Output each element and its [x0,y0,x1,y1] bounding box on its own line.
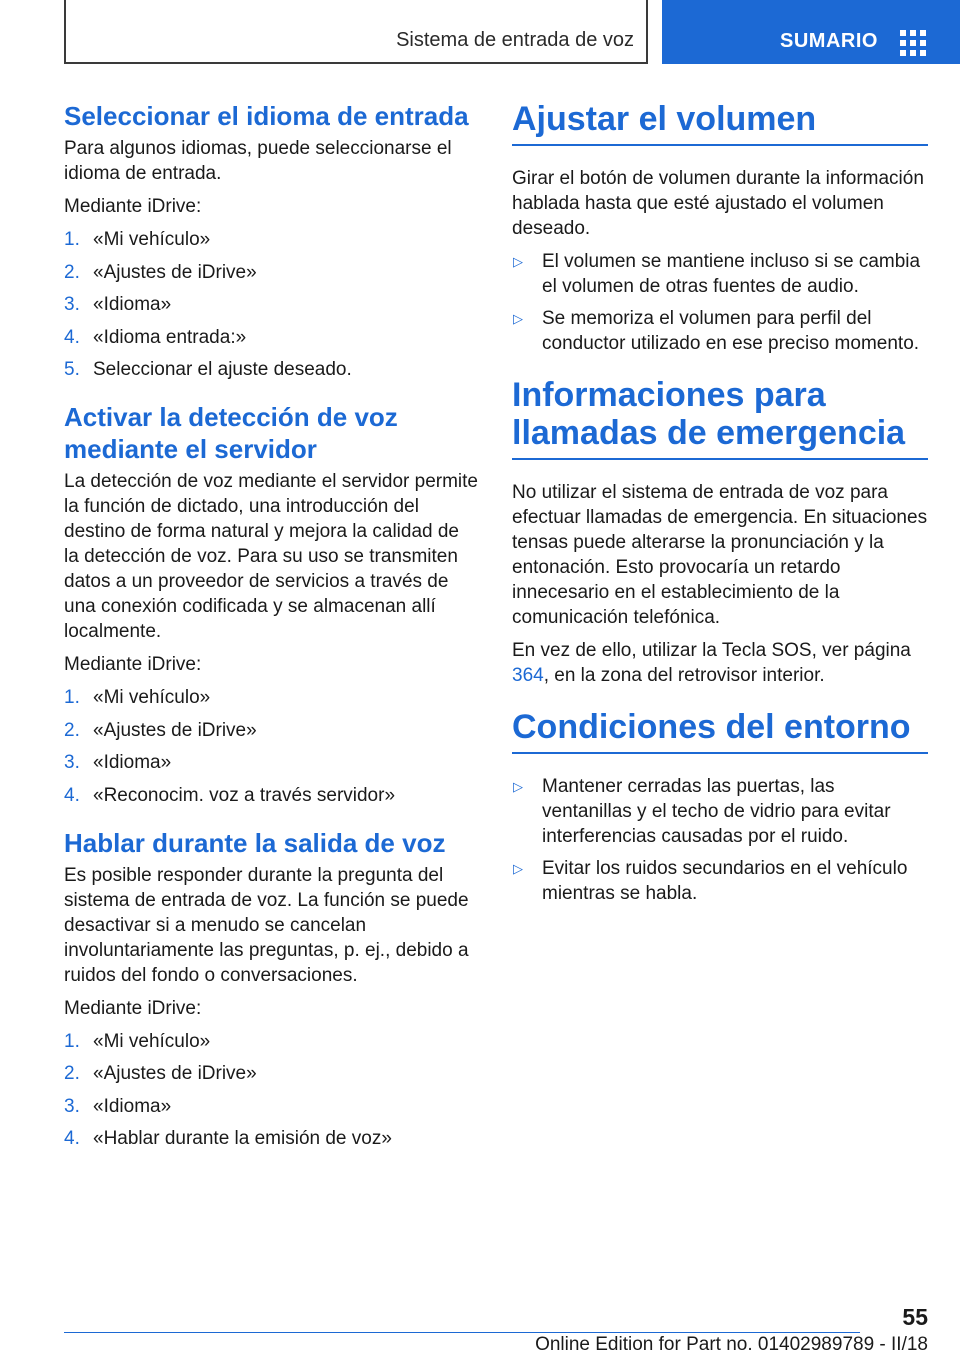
steps-list [64,685,478,808]
paragraph: Mediante iDrive: [64,196,202,217]
footer-divider [64,1332,860,1333]
chapter-title: Condiciones del entorno [512,708,928,754]
bullet-list [512,774,928,906]
chapter-title: Ajustar el volumen [512,100,928,146]
steps-list [64,1029,478,1152]
paragraph: Girar el botón de volumen durante la información hablada hasta que esté ajustado el volumen deseado. [512,168,924,239]
paragraph: En vez de ello, utilizar la Tecla SOS, ver página 364, en la zona del retrovisor interior. [512,640,911,686]
right-column [512,100,928,913]
list-item: 4. «Reconocim. voz a través servidor» [64,784,396,806]
bullet-list [512,249,928,356]
list-item: 4. «Idioma entrada:» [64,326,247,348]
list-item: 1. «Mi vehículo» [64,687,211,708]
sumario-button[interactable] [662,0,960,64]
list-item: 1. «Mi vehículo» [64,229,211,250]
section-title: Seleccionar el idioma de entrada [64,101,469,131]
paragraph: Es posible responder durante la pregunta del sistema de entrada de voz. La función se puede desactivar si a menudo se cancelan involuntariamente las preguntas, p. ej., debido a ruidos del fondo o conversaciones. [64,864,469,986]
list-item: 3. «Idioma» [64,1095,172,1117]
list-item: 2. «Ajustes de iDrive» [64,261,257,283]
list-item: ▷ Se memoriza el volumen para perfil del conductor utilizado en ese preciso momento. [513,308,920,354]
left-column [64,100,478,1159]
page-number: 55 [902,1304,928,1330]
paragraph: Para algunos idiomas, puede seleccionarse el idioma de entrada. [64,138,452,184]
section-title: Hablar durante la salida de voz [64,827,446,858]
paragraph: La detección de voz mediante el servidor permite la función de dictado, una introducción del destino de forma natural y mejora la calidad de la detección de voz. Para su uso se transmiten datos a un proveedor de servicios a través de una conexión codificada y se almacenan allí localmente. [64,471,479,642]
list-item: ▷ El volumen se mantiene incluso si se cambia el volumen de otras fuentes de audio. [513,251,921,297]
list-item: ▷ Evitar los ruidos secundarios en el vehículo mientras se habla. [513,858,908,904]
list-item: 5. Seleccionar el ajuste deseado. [64,359,352,380]
page-link[interactable]: 364 [512,665,544,686]
section-title: Activar la detección de voz mediante el servidor [64,402,398,464]
list-item: ▷ Mantener cerradas las puertas, las ventanillas y el techo de vidrio para evitar interferencias causadas por el ruido. [513,776,891,847]
edition-footer: Online Edition for Part no. 01402989789 - II/18 [535,1334,928,1355]
list-item: 3. «Idioma» [64,294,172,315]
list-item: 2. «Ajustes de iDrive» [64,1063,257,1084]
steps-list [64,227,478,382]
sumario-label: SUMARIO [780,30,878,52]
triangle-bullet-icon: ▷ [513,311,523,326]
list-item: 1. «Mi vehículo» [64,1030,211,1052]
grid-icon [900,30,926,56]
list-item: 3. «Idioma» [64,752,172,773]
triangle-bullet-icon: ▷ [513,254,523,269]
header-section-title: Sistema de entrada de voz [396,29,634,51]
triangle-bullet-icon: ▷ [513,861,523,876]
list-item: 4. «Hablar durante la emisión de voz» [64,1128,392,1149]
header-section-tab [64,0,648,64]
paragraph: Mediante iDrive: [64,654,202,675]
list-item: 2. «Ajustes de iDrive» [64,719,257,741]
chapter-title: Informaciones para llamadas de emergencia [512,376,928,460]
triangle-bullet-icon: ▷ [513,779,523,794]
paragraph: No utilizar el sistema de entrada de voz para efectuar llamadas de emergencia. En situaciones tensas puede alterarse la pronunciación y la entonación. Esto provocaría un retardo innecesario en el establecimiento de la comunicación telefónica. [512,482,928,628]
paragraph: Mediante iDrive: [64,997,202,1019]
